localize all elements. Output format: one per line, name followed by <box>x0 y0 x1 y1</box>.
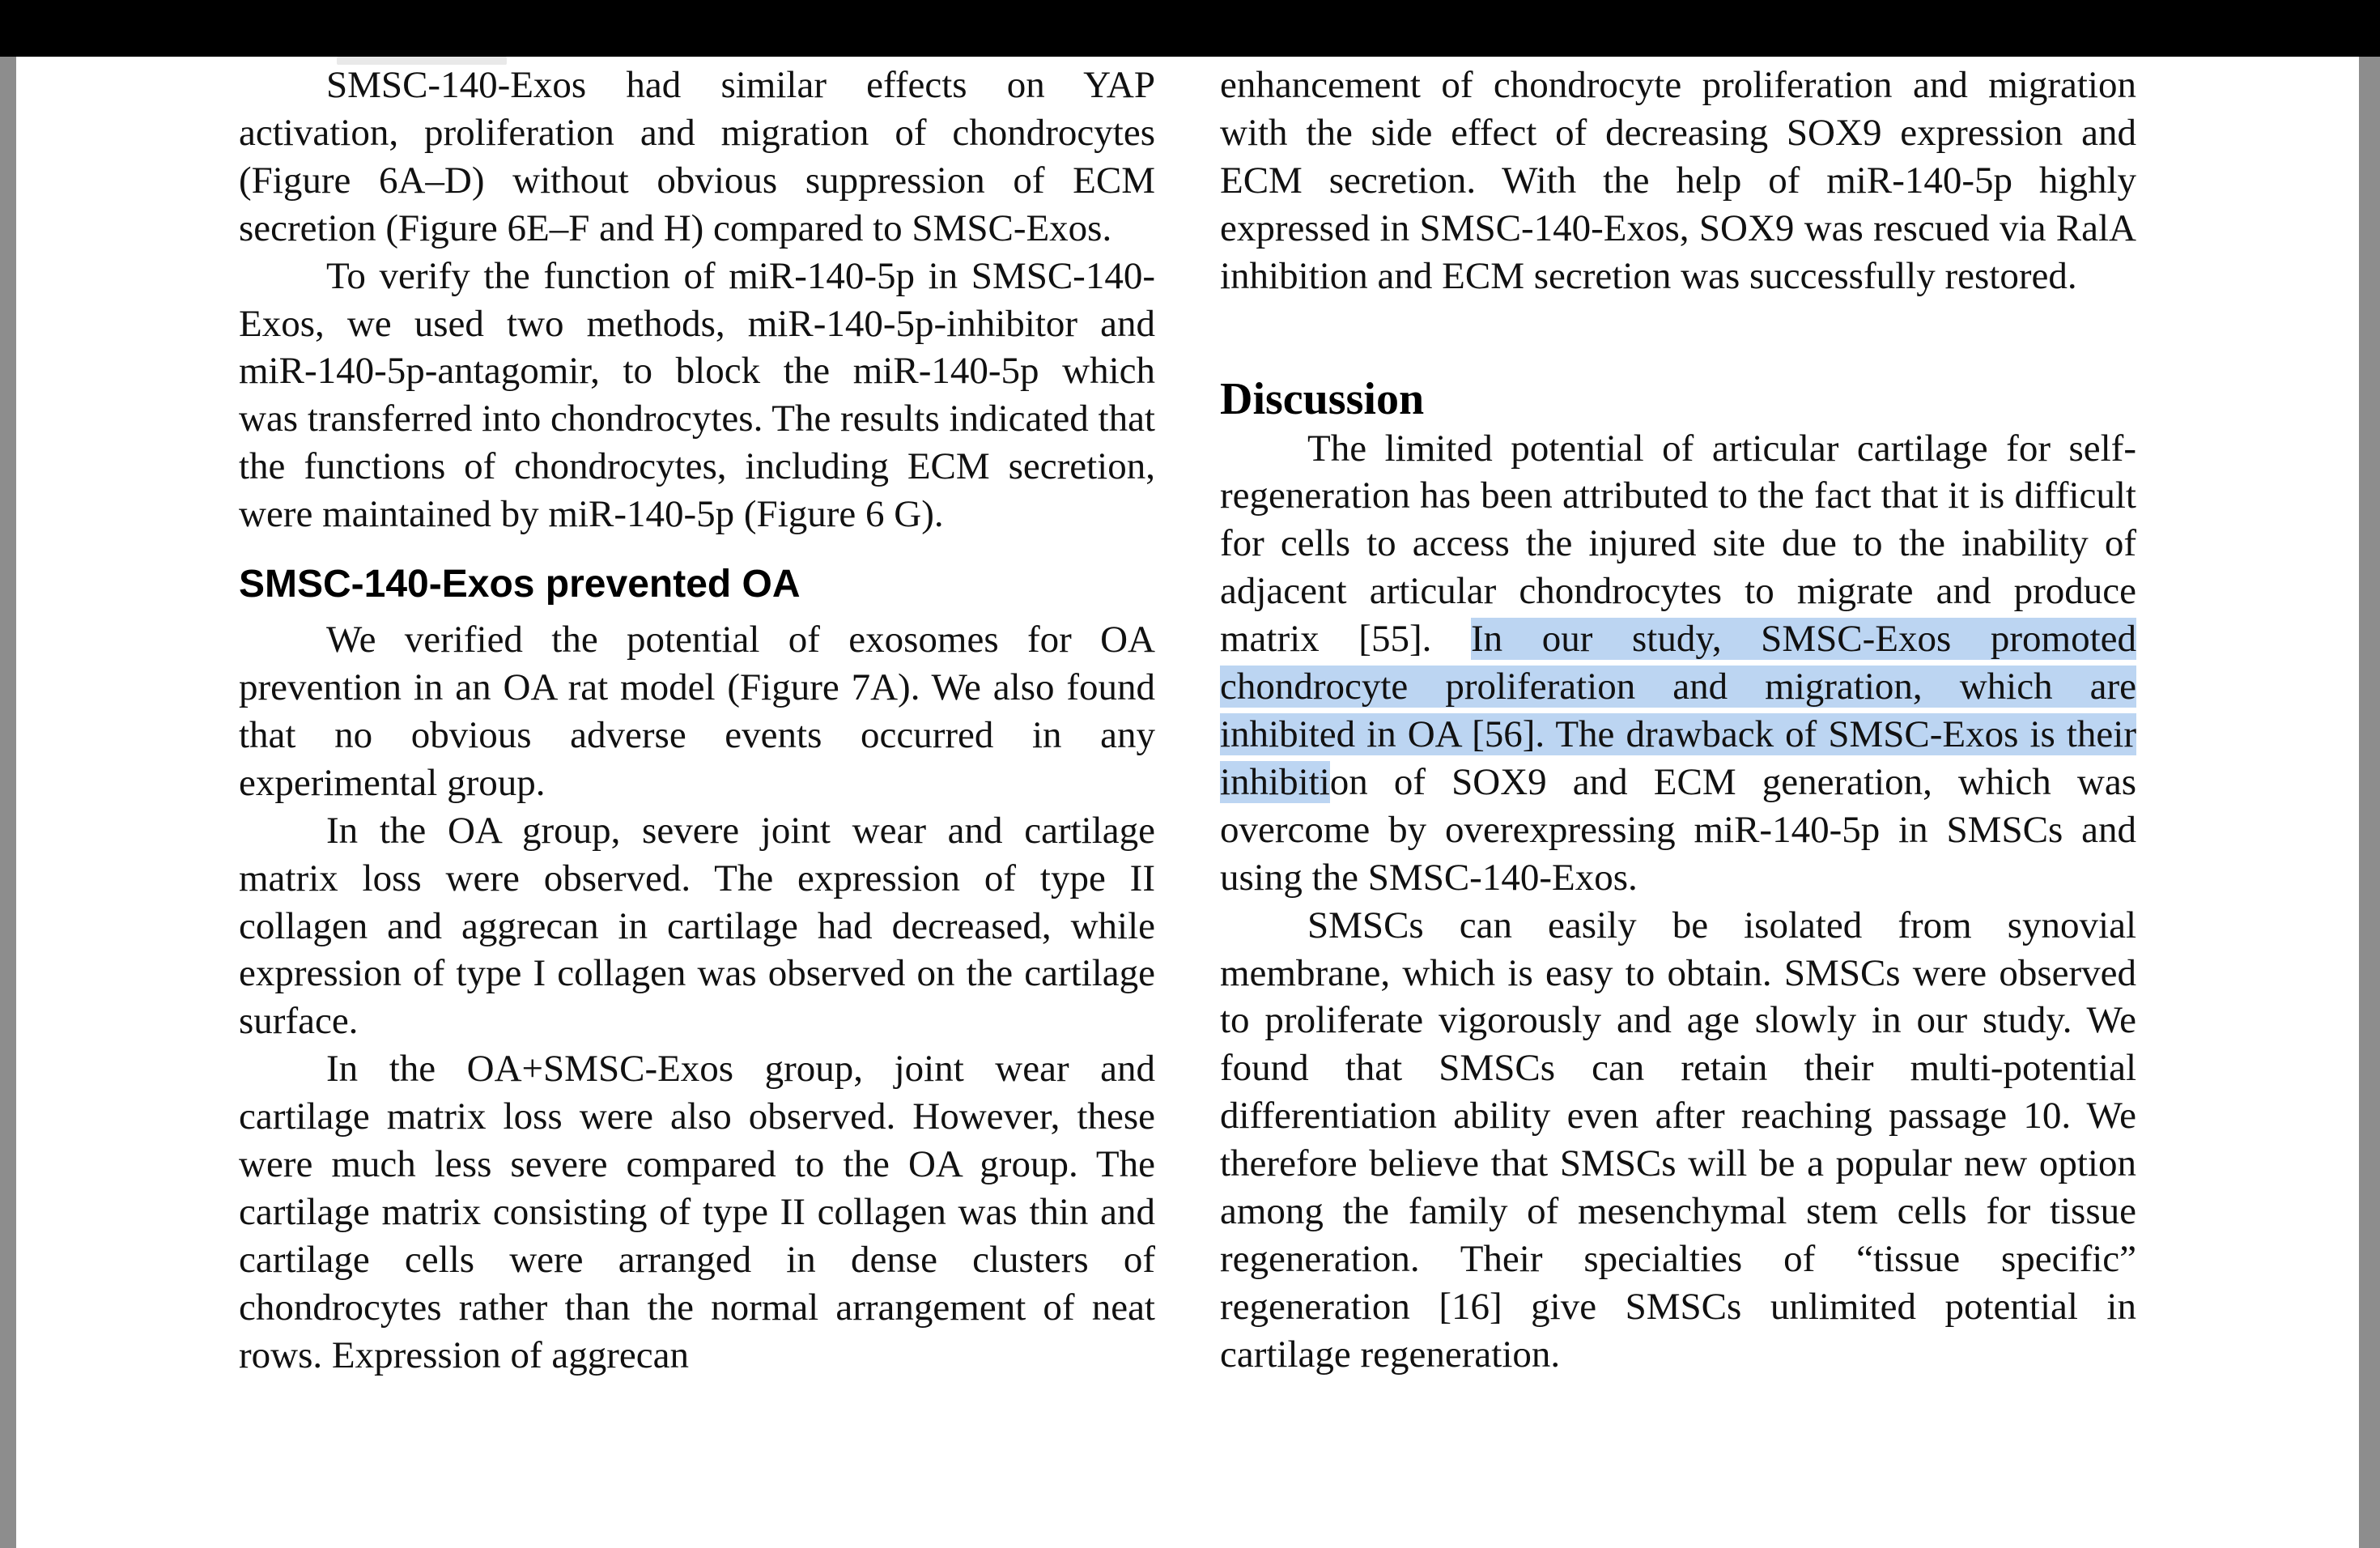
viewer-gutter-left <box>0 57 16 1548</box>
text-after-selection[interactable]: on of SOX9 and ECM generation, which was overcome by overexpressing miR-140-5p in SMSCs and using the SMSC-140-Exos. <box>1220 760 2136 899</box>
section-heading-discussion: Discussion <box>1220 373 1425 424</box>
left-column <box>239 62 1155 1380</box>
section-spacer <box>1220 300 2136 373</box>
paragraph-smscs-isolated: SMSCs can easily be isolated from synovial membrane, which is easy to obtain. SMSCs were observed to proliferate vigorously and age slowly in our study. We found that SMSCs can retain their multi-potential differentiation ability even after reaching passage 10. We therefore believe that SMSCs will be a popular new option among the family of mesenchymal stem cells for tissue regeneration. Their specialties of “tissue specific” regeneration [16] give SMSCs unlimited potential in cartilage regeneration. <box>1220 904 2136 1376</box>
selected-text-highlight[interactable]: In our study, SMSC-Exos promoted chondrocyte proliferation and migration, which are inhibited in OA [56]. The drawback of SMSC-Exos is their inhibiti <box>1220 618 2136 803</box>
paragraph-limited-potential[interactable] <box>1220 425 2136 902</box>
right-column <box>1220 62 2136 1379</box>
viewer-gutter-right <box>2359 57 2380 1548</box>
section-heading-prevented-oa: SMSC-140-Exos prevented OA <box>239 563 801 606</box>
paragraph-enhancement: enhancement of chondrocyte proliferation and migration with the side effect of decreasing SOX9 expression and ECM secretion. With the help of miR-140-5p highly expressed in SMSC-140-Exos, SOX9 was rescued via RalA inhibition and ECM secretion was successfully restored. <box>1220 64 2136 297</box>
paragraph-smsc-140-effects: SMSC-140-Exos had similar effects on YAP activation, proliferation and migration of chondrocytes (Figure 6A–D) without obvious suppression of ECM secretion (Figure 6E–F and H) compared to SMSC-Exos. <box>239 64 1155 249</box>
pdf-page <box>16 57 2359 1548</box>
paragraph-verify-function: To verify the function of miR-140-5p in SMSC-140-Exos, we used two methods, miR-140-5p-inhibitor and miR-140-5p-antagomir, to block the miR-140-5p which was transferred into chondrocytes. The results indicated that the functions of chondrocytes, including ECM secretion, were maintained by miR-140-5p (Figure 6 G). <box>239 254 1155 536</box>
paragraph-oa-smsc-exos-group: In the OA+SMSC-Exos group, joint wear and cartilage matrix loss were also observed. However, these were much less severe compared to the OA group. The cartilage matrix consisting of type II collagen was thin and cartilage cells were arranged in dense clusters of chondrocytes rather than the normal arrangement of neat rows. Expression of aggrecan <box>239 1048 1155 1376</box>
text-before-selection[interactable]: The limited potential of articular cartilage for self-regeneration has been attributed to the fact that it is difficult for cells to access the injured site due to the inability of adjacent articular chondrocytes to migrate and produce matrix [55]. <box>1220 427 2136 661</box>
paragraph-oa-rat-model: We verified the potential of exosomes for OA prevention in an OA rat model (Figure 7A). We also found that no obvious adverse events occurred in any experimental group. <box>239 619 1155 804</box>
paragraph-oa-group: In the OA group, severe joint wear and cartilage matrix loss were observed. The expression of type II collagen and aggrecan in cartilage had decreased, while expression of type I collagen was observed on the cartilage surface. <box>239 809 1155 1043</box>
